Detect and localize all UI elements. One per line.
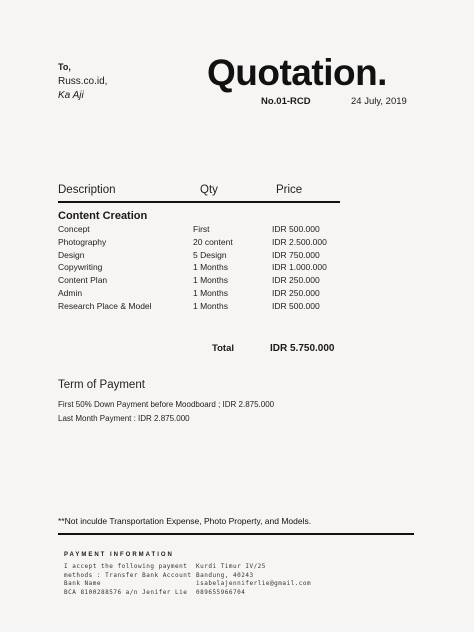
table-row bbox=[58, 224, 358, 237]
row-price: IDR 750.000 bbox=[272, 249, 320, 260]
row-price: IDR 500.000 bbox=[272, 224, 320, 234]
table-row bbox=[58, 275, 358, 288]
contact-details bbox=[196, 563, 311, 597]
payment-details bbox=[64, 563, 191, 597]
row-qty: 1 Months bbox=[193, 262, 228, 273]
row-description: Research Place & Model bbox=[58, 300, 152, 311]
column-header-price: Price bbox=[276, 184, 303, 196]
row-qty: 1 Months bbox=[193, 275, 228, 286]
quotation-number: No.01-RCD bbox=[261, 96, 311, 107]
payment-line: Bank Name bbox=[64, 580, 102, 587]
email-line: isabelajenniferlie@gmail.com bbox=[196, 580, 312, 587]
table-row bbox=[58, 288, 358, 301]
row-description: Admin bbox=[58, 287, 83, 298]
phone-line: 089655966704 bbox=[196, 588, 246, 596]
row-qty: First bbox=[193, 224, 210, 234]
row-price: IDR 2.500.000 bbox=[272, 236, 327, 247]
row-description: Concept bbox=[58, 224, 90, 234]
payment-line: I accept the following payment bbox=[64, 563, 188, 570]
table-row bbox=[58, 250, 358, 263]
column-header-qty: Qty bbox=[200, 184, 218, 196]
row-price: IDR 250.000 bbox=[272, 287, 320, 298]
row-price: IDR 250.000 bbox=[272, 275, 320, 286]
row-description: Copywriting bbox=[58, 262, 103, 273]
row-qty: 1 Months bbox=[193, 287, 228, 298]
terms-title: Term of Payment bbox=[58, 379, 145, 391]
payment-line: methods : Transfer Bank Account bbox=[64, 571, 192, 579]
city-line: Bandung, 40243 bbox=[196, 571, 254, 579]
address-line: Kurdi Timur IV/25 bbox=[196, 563, 266, 570]
terms-line: Last Month Payment : IDR 2.875.000 bbox=[58, 414, 190, 423]
row-qty: 1 Months bbox=[193, 300, 228, 311]
header-divider bbox=[58, 201, 340, 203]
row-description: Design bbox=[58, 249, 85, 260]
column-header-description: Description bbox=[58, 184, 116, 196]
row-qty: 5 Design bbox=[193, 249, 227, 260]
footer-divider bbox=[58, 533, 414, 535]
recipient-company: Russ.co.id, bbox=[58, 76, 108, 87]
recipient-label: To, bbox=[58, 62, 71, 72]
row-description: Photography bbox=[58, 236, 107, 247]
total-label: Total bbox=[212, 343, 234, 354]
payment-line: BCA 8100288576 a/n Jenifer Lie bbox=[64, 588, 188, 596]
document-title: Quotation. bbox=[207, 52, 387, 93]
table-row bbox=[58, 301, 358, 314]
quotation-date: 24 July, 2019 bbox=[351, 96, 407, 107]
total-value: IDR 5.750.000 bbox=[270, 343, 335, 354]
payment-heading: PAYMENT INFORMATION bbox=[64, 552, 174, 558]
row-price: IDR 500.000 bbox=[272, 300, 320, 311]
row-description: Content Plan bbox=[58, 275, 108, 286]
section-title: Content Creation bbox=[58, 210, 148, 222]
exclusion-note: **Not inculde Transportation Expense, Photo Property, and Models. bbox=[58, 516, 312, 526]
table-row bbox=[58, 262, 358, 275]
recipient-person: Ka Aji bbox=[58, 90, 84, 101]
terms-line: First 50% Down Payment before Moodboard ; IDR 2.875.000 bbox=[58, 400, 275, 409]
line-items bbox=[58, 224, 358, 314]
table-row bbox=[58, 237, 358, 250]
row-price: IDR 1.000.000 bbox=[272, 262, 327, 273]
row-qty: 20 content bbox=[193, 236, 233, 247]
